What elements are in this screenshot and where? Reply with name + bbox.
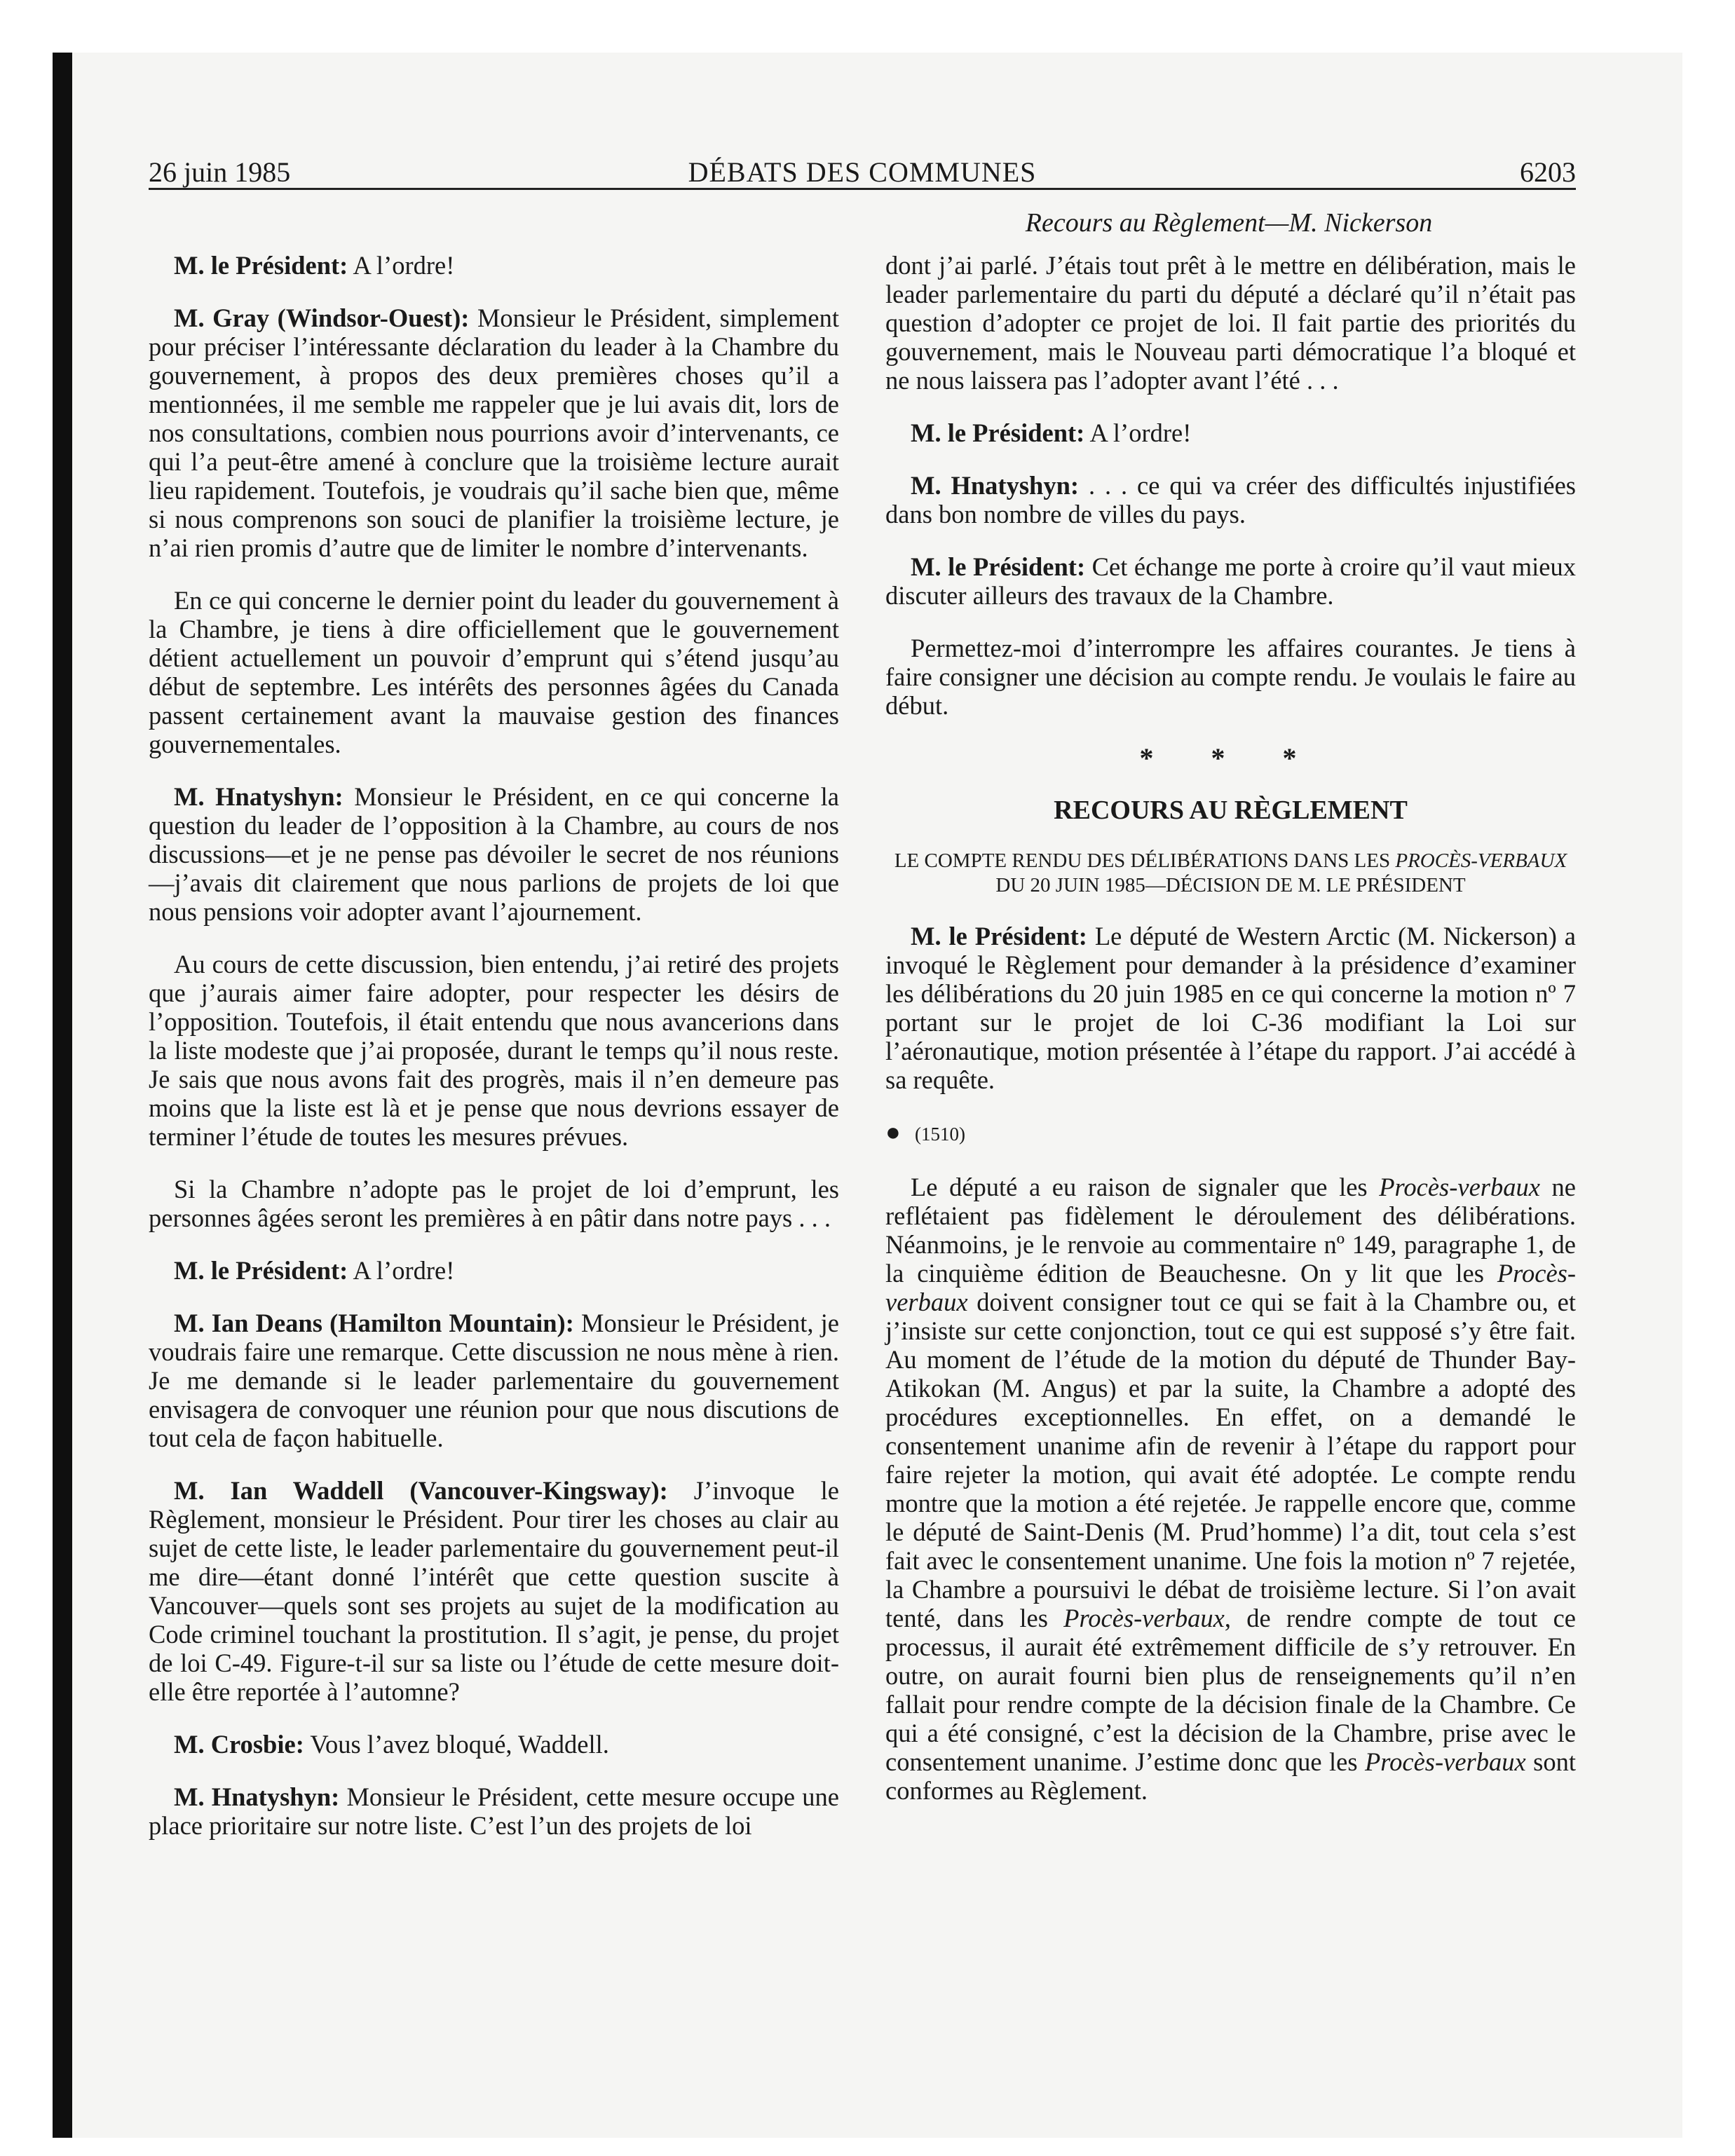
scan-edge (53, 53, 72, 2138)
paragraph (149, 251, 839, 280)
paragraph (149, 782, 839, 926)
speaker-name: M. le Président: (174, 251, 348, 280)
ruling-italic: Procès-verbaux (1379, 1173, 1540, 1201)
paragraph (885, 471, 1576, 528)
speaker-name: M. le Président: (911, 418, 1085, 447)
ruling-text: Le député a eu raison de signaler que les (911, 1173, 1380, 1201)
paragraph (885, 552, 1576, 610)
ruling-italic: Procès-verbaux (885, 1259, 1576, 1316)
ruling-italic: Procès-verbaux (1364, 1747, 1526, 1776)
time-marker (885, 1118, 1576, 1149)
paragraph (149, 1476, 839, 1706)
ruling-text: doivent consigner tout ce qui se fait à la Chambre ou, et j’insiste sur cette conjonction, tout ce qui est supposé s’y être fait. Au moment de l’étude de la motion du député de Thunder Bay-Atikokan (M. Angus) et par la suite, la Chambre a adopté des procédures exceptionnelles. En effet, on a demandé le consentement unanime afin de revenir à l’étape du rapport pour faire rejeter la motion, qui avait été adoptée. Le compte rendu montre que la motion a été rejetée. Je rappelle encore que, comme le député de Saint-Denis (M. Prud’homme) l’a dit, tout cela s’est fait avec le consentement unanime. Une fois la motion nº 7 rejetée, la Chambre a poursuivi le débat de troisième lecture. Si l’on avait tenté, dans les (885, 1288, 1576, 1632)
right-column (885, 251, 1576, 1829)
section-separator: * * * (1139, 742, 1322, 774)
speech-text: Monsieur le Président, simplement pour préciser l’intéressante déclaration du leader à la Chambre du gouvernement, à propos des deux premières choses qu’il a mentionnées, il me semble me rappeler que je lui avais dit, lors de nos consultations, combien nous pourrions avoir d’intervenants, ce qui l’a peut-être amené à conclure que la troisième lecture aurait lieu rapidement. Toutefois, je voudrais qu’il sache bien que, même si nous comprenons son souci de planifier la troisième lecture, je n’ai rien promis d’autre que de limiter le nombre d’intervenants. (149, 303, 839, 562)
speech-text: A l’ordre! (348, 1256, 455, 1285)
speech-text: Si la Chambre n’adopte pas le projet de loi d’emprunt, les personnes âgées seront les premières à en pâtir dans notre pays . . . (149, 1175, 839, 1232)
speech-text: Le député de Western Arctic (M. Nickerson) a invoqué le Règlement pour demander à la présidence d’examiner les délibérations du 20 juin 1985 en ce qui concerne la motion nº 7 portant sur le projet de loi C-36 modifiant la Loi sur l’aéronautique, motion présentée à l’étape du rapport. J’ai accédé à sa requête. (885, 922, 1576, 1094)
speech-text: J’invoque le Règlement, monsieur le Président. Pour tirer les choses au clair au sujet de cette liste, le leader parlementaire du gouvernement peut-il me dire—étant donné l’intérêt que cette question suscite à Vancouver—quels sont ses projets au sujet de la modification au Code criminel touchant la prostitution. Il s’agit, je pense, du projet de loi C-49. Figure-t-il sur sa liste ou l’étude de cette mesure doit-elle être reportée à l’automne? (149, 1476, 839, 1706)
paragraph (885, 922, 1576, 1094)
speech-text: . . . ce qui va créer des difficultés injustifiées dans bon nombre de villes du pays. (885, 471, 1577, 528)
speaker-name: M. Ian Waddell (Vancouver-Kingsway): (174, 1476, 668, 1505)
speaker-name: M. Crosbie: (174, 1730, 304, 1759)
speech-text: Monsieur le Président, je voudrais faire une remarque. Cette discussion ne nous mène à rien. Je me demande si le leader parlementaire du gouvernement envisagera de convoquer une réunion pour que nous discutions de tout cela de façon habituelle. (149, 1309, 839, 1452)
speech-text: A l’ordre! (348, 251, 455, 280)
header-rule (149, 188, 1576, 190)
speaker-name: M. le Président: (911, 922, 1087, 950)
speaker-name: M. Gray (Windsor-Ouest): (174, 303, 470, 332)
ruling-text: , de rendre compte de tout ce processus, il aurait été extrêmement difficile de s’y retrouver. En outre, on aurait fourni bien plus de renseignements qu’il n’en fallait pour rendre compte de la décision finale de la Chambre. Ce qui a été consigné, c’est la décision de la Chambre, prise avec le consentement unanime. J’estime donc que les (885, 1604, 1576, 1776)
speaker-name: M. Hnatyshyn: (174, 1782, 340, 1811)
speaker-name: M. Hnatyshyn: (911, 471, 1080, 500)
ruling-paragraph (885, 1173, 1576, 1805)
paragraph (149, 1309, 839, 1452)
page-header (149, 156, 1576, 186)
speech-text: Au cours de cette discussion, bien entendu, j’ai retiré des projets que j’aurais aimer faire adopter, pour respecter les désirs de l’opposition. Toutefois, il était entendu que nous avancerions dans la liste modeste que j’ai proposée, durant le temps qu’il nous reste. Je sais que nous avons fait des progrès, mais il n’en demeure pas moins que la liste est là et je pense que nous devrions essayer de terminer l’étude de toutes les mesures prévues. (149, 950, 839, 1151)
paragraph (885, 634, 1576, 720)
time-stamp: (1510) (915, 1124, 965, 1145)
paragraph (149, 1782, 839, 1840)
header-page-number: 6203 (1520, 156, 1576, 188)
paragraph (149, 950, 839, 1151)
subtitle-text: LE COMPTE RENDU DES DÉLIBÉRATIONS DANS LES (894, 850, 1396, 872)
paragraph (885, 251, 1576, 395)
header-date: 26 juin 1985 (149, 156, 291, 188)
left-column (149, 251, 839, 1864)
subtitle-italic: PROCÈS-VERBAUX (1395, 850, 1567, 872)
speech-text: dont j’ai parlé. J’étais tout prêt à le mettre en délibération, mais le leader parlementaire du parti du député a déclaré qu’il n’était pas question d’adopter ce projet de loi. Il fait partie des priorités du gouvernement, mais le Nouveau parti démocratique l’a bloqué et ne nous laissera pas l’adopter avant l’été . . . (885, 251, 1576, 395)
speaker-name: M. le Président: (174, 1256, 348, 1285)
speech-text: A l’ordre! (1084, 418, 1192, 447)
paragraph (149, 1730, 839, 1759)
section-subtitle (885, 849, 1576, 898)
running-head: Recours au Règlement—M. Nickerson (1025, 208, 1433, 238)
speaker-name: M. Hnatyshyn: (174, 782, 343, 811)
ruling-text: sont conformes au Règlement. (885, 1747, 1576, 1805)
speech-text: Monsieur le Président, cette mesure occupe une place prioritaire sur notre liste. C’est l’un des projets de loi (149, 1782, 839, 1840)
header-title: DÉBATS DES COMMUNES (688, 156, 1037, 188)
subtitle-text: DU 20 JUIN 1985—DÉCISION DE M. LE PRÉSIDENT (995, 874, 1466, 896)
speech-text: Permettez-moi d’interrompre les affaires courantes. Je tiens à faire consigner une décision au compte rendu. Je voulais le faire au début. (885, 634, 1576, 720)
ruling-text: ne reflétaient pas fidèlement le déroulement des délibérations. Néanmoins, je le renvoie au commentaire nº 149, paragraphe 1, de la cinquième édition de Beauchesne. On y lit que les (885, 1173, 1576, 1288)
bullet-icon: ● (885, 1118, 901, 1146)
speech-text: Vous l’avez bloqué, Waddell. (304, 1730, 609, 1759)
speech-text: En ce qui concerne le dernier point du leader du gouvernement à la Chambre, je tiens à dire officiellement que le gouvernement détient actuellement un pouvoir d’emprunt qui s’étend jusqu’au début de septembre. Les intérêts des personnes âgées du Canada passent certainement avant la mauvaise gestion des finances gouvernementales. (149, 586, 839, 758)
paragraph (149, 303, 839, 562)
ruling-italic: Procès-verbaux (1063, 1604, 1225, 1632)
paragraph (149, 586, 839, 758)
speaker-name: M. le Président: (911, 552, 1086, 581)
speaker-name: M. Ian Deans (Hamilton Mountain): (174, 1309, 574, 1337)
section-title: RECOURS AU RÈGLEMENT (1054, 796, 1408, 825)
paragraph (149, 1175, 839, 1232)
speech-text: Cet échange me porte à croire qu’il vaut mieux discuter ailleurs des travaux de la Chambre. (885, 552, 1576, 610)
speech-text: Monsieur le Président, en ce qui concerne la question du leader de l’opposition à la Chambre, au cours de nos discussions—et je ne pense pas dévoiler le secret de nos réunions—j’avais dit clairement que nous parlions de projets de loi que nous pensions voir adopter avant l’ajournement. (149, 782, 839, 926)
paragraph (885, 418, 1576, 447)
paragraph (149, 1256, 839, 1285)
